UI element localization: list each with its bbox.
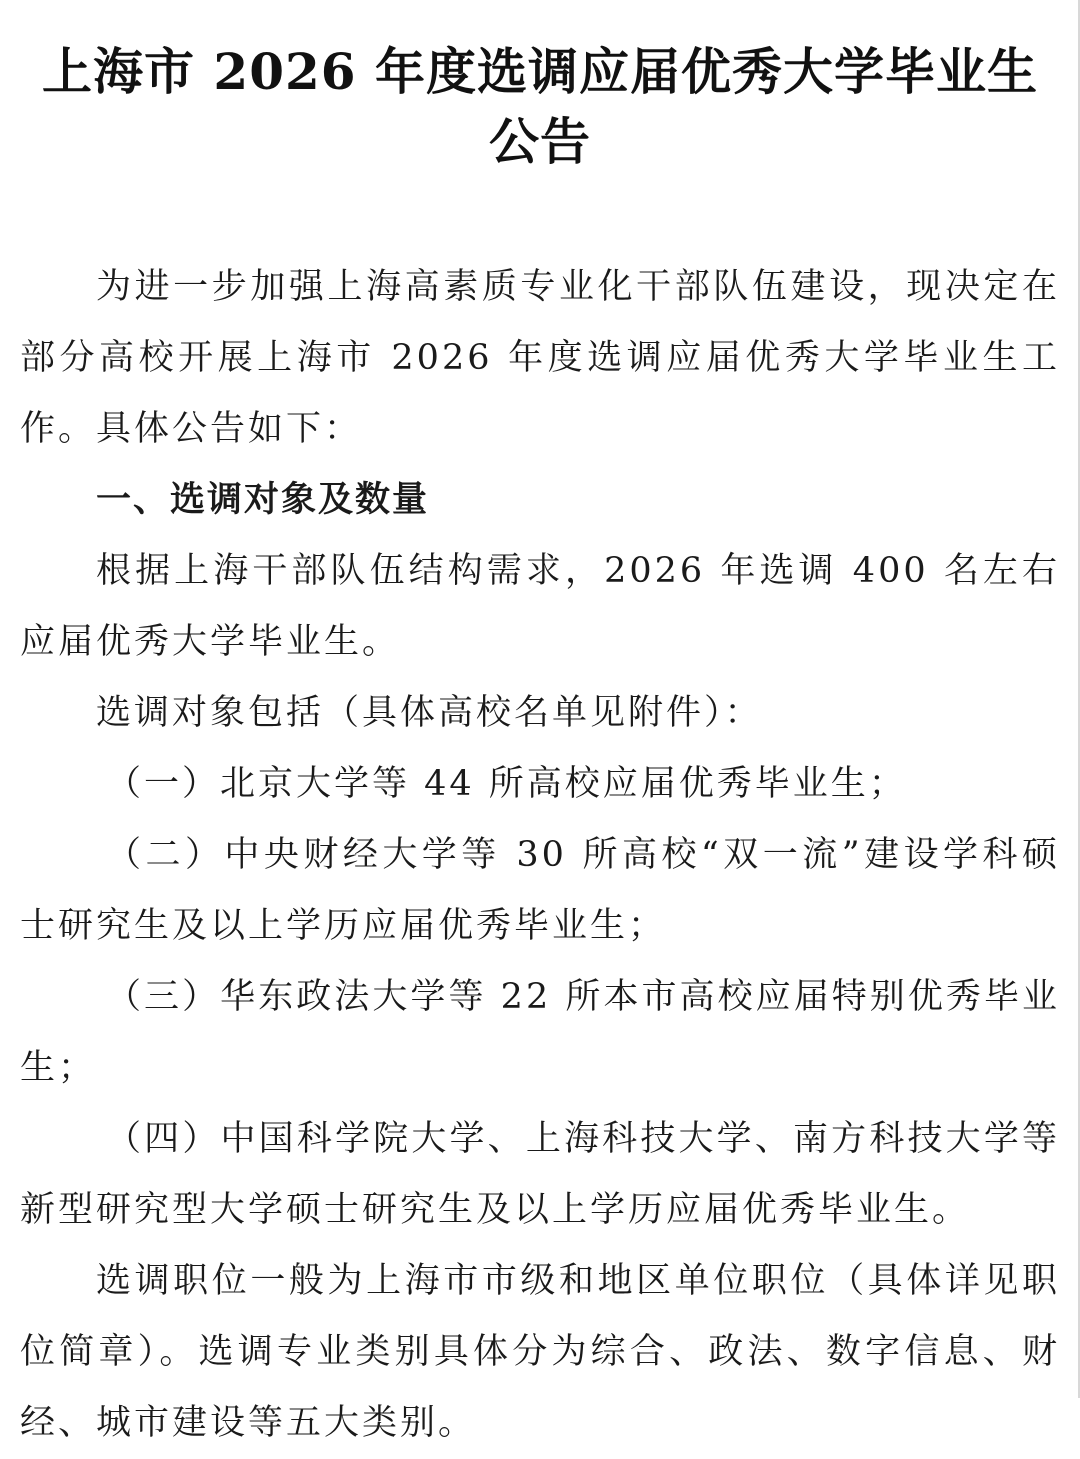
document-title-continued: 公告 xyxy=(489,112,591,171)
targets-intro-paragraph: 选调对象包括（具体高校名单见附件）： xyxy=(96,693,763,733)
target-item-1: （一）北京大学等 44 所高校应届优秀毕业生； xyxy=(106,764,907,804)
section-heading-selection-targets: 一、选调对象及数量 xyxy=(96,480,430,520)
target-item-2: （二）中央财经大学等 30 所高校“双一流”建设学科硕士研究生及以上学历应届优秀毕业生； xyxy=(20,835,1060,946)
target-item-4: （四）中国科学院大学、上海科技大学、南方科技大学等新型研究型大学硕士研究生及以上学历应届优秀毕业生。 xyxy=(20,1119,1060,1230)
intro-paragraph: 为进一步加强上海高素质专业化干部队伍建设，现决定在部分高校开展上海市 2026 年度选调应届优秀大学毕业生工作。具体公告如下： xyxy=(20,267,1060,449)
document-body xyxy=(20,252,1060,1459)
quota-paragraph: 根据上海干部队伍结构需求，2026 年选调 400 名左右应届优秀大学毕业生。 xyxy=(20,551,1060,662)
positions-paragraph: 选调职位一般为上海市市级和地区单位职位（具体详见职位简章）。选调专业类别具体分为综合、政法、数字信息、财经、城市建设等五大类别。 xyxy=(20,1261,1060,1443)
target-item-3: （三）华东政法大学等 22 所本市高校应届特别优秀毕业生； xyxy=(20,977,1060,1088)
document-title: 上海市 2026 年度选调应届优秀大学毕业生 xyxy=(42,42,1038,101)
